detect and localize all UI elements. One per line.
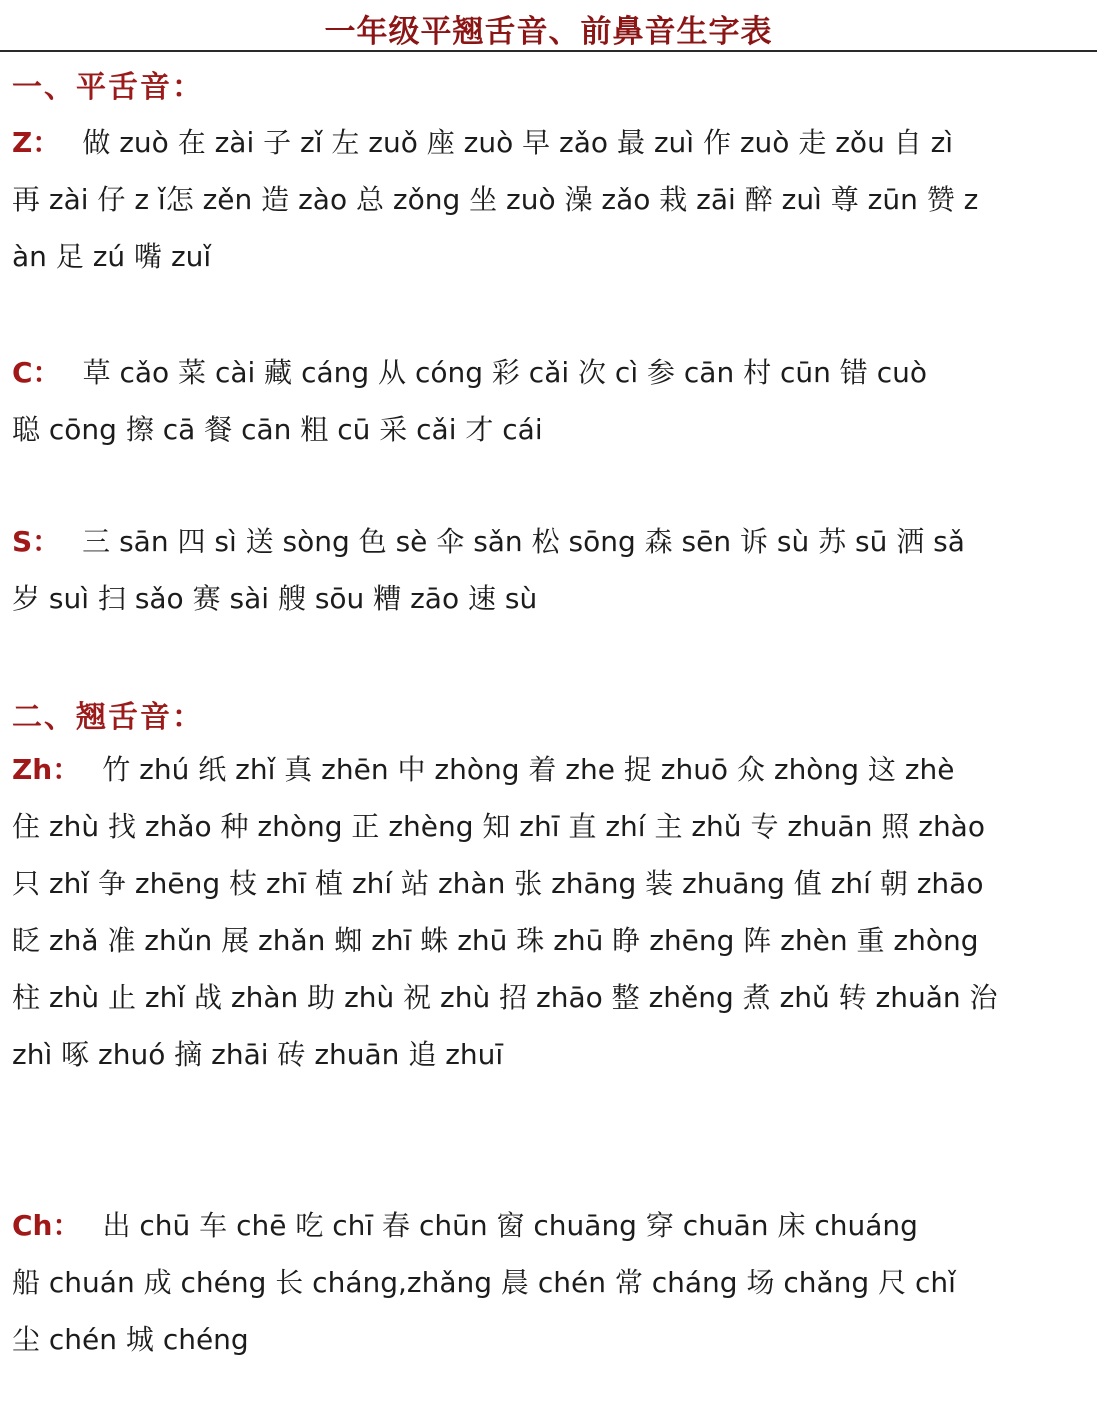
group-line: 眨 zhǎ 准 zhǔn 展 zhǎn 蜘 zhī 蛛 zhū 珠 zhū 睁 zhēng 阵 zhèn 重 zhòng: [12, 924, 979, 957]
group-line: zhì 啄 zhuó 摘 zhāi 砖 zhuān 追 zhuī: [12, 1038, 504, 1071]
group-label: Ch：: [12, 1209, 81, 1242]
group-line: 岁 suì 扫 sǎo 赛 sài 艘 sōu 糟 zāo 速 sù: [12, 582, 538, 615]
group-line: 尘 chén 城 chéng: [12, 1323, 249, 1356]
group-line: 柱 zhù 止 zhǐ 战 zhàn 助 zhù 祝 zhù 招 zhāo 整 zhěng 煮 zhǔ 转 zhuǎn 治: [12, 981, 998, 1014]
line-text: 三 sān 四 sì 送 sòng 色 sè 伞 sǎn 松 sōng 森 sēn 诉 sù 苏 sū 洒 sǎ: [82, 525, 965, 558]
section-heading-flat-tongue: 一、平舌音：: [12, 70, 204, 105]
group-line: àn 足 zú 嘴 zuǐ: [12, 240, 212, 273]
group-line: [12, 114, 1090, 171]
group-line: 聪 cōng 擦 cā 餐 cān 粗 cū 采 cǎi 才 cái: [12, 413, 543, 446]
line-text: 竹 zhú 纸 zhǐ 真 zhēn 中 zhòng 着 zhe 捉 zhuō 众 zhòng 这 zhè: [102, 753, 955, 786]
group-line: 住 zhù 找 zhǎo 种 zhòng 正 zhèng 知 zhī 直 zhí 主 zhǔ 专 zhuān 照 zhào: [12, 810, 985, 843]
group-z: [12, 114, 1090, 285]
group-line: 只 zhǐ 争 zhēng 枝 zhī 植 zhí 站 zhàn 张 zhāng 装 zhuāng 值 zhí 朝 zhāo: [12, 867, 984, 900]
line-text: 草 cǎo 菜 cài 藏 cáng 从 cóng 彩 cǎi 次 cì 参 cān 村 cūn 错 cuò: [82, 356, 927, 389]
group-c: [12, 344, 1090, 458]
group-label: Z：: [12, 126, 61, 159]
group-label: C：: [12, 356, 61, 389]
line-text: 做 zuò 在 zài 子 zǐ 左 zuǒ 座 zuò 早 zǎo 最 zuì 作 zuò 走 zǒu 自 zì: [82, 126, 954, 159]
line-text: 出 chū 车 chē 吃 chī 春 chūn 窗 chuāng 穿 chuān 床 chuáng: [102, 1209, 918, 1242]
group-line: [12, 741, 1090, 798]
group-label: S：: [12, 525, 61, 558]
group-ch: [12, 1197, 1090, 1368]
group-line: 再 zài 仔 z ǐ怎 zěn 造 zào 总 zǒng 坐 zuò 澡 zǎo 栽 zāi 醉 zuì 尊 zūn 赞 z: [12, 183, 979, 216]
section-heading-retroflex: 二、翘舌音：: [12, 700, 204, 735]
group-line: [12, 344, 1090, 401]
group-line: [12, 513, 1090, 570]
group-line: 船 chuán 成 chéng 长 cháng,zhǎng 晨 chén 常 cháng 场 chǎng 尺 chǐ: [12, 1266, 956, 1299]
title-divider: [0, 50, 1097, 52]
group-line: [12, 1197, 1090, 1254]
group-zh: [12, 741, 1090, 1083]
group-s: [12, 513, 1090, 627]
group-label: Zh：: [12, 753, 81, 786]
page-title: 一年级平翘舌音、前鼻音生字表: [324, 14, 773, 50]
